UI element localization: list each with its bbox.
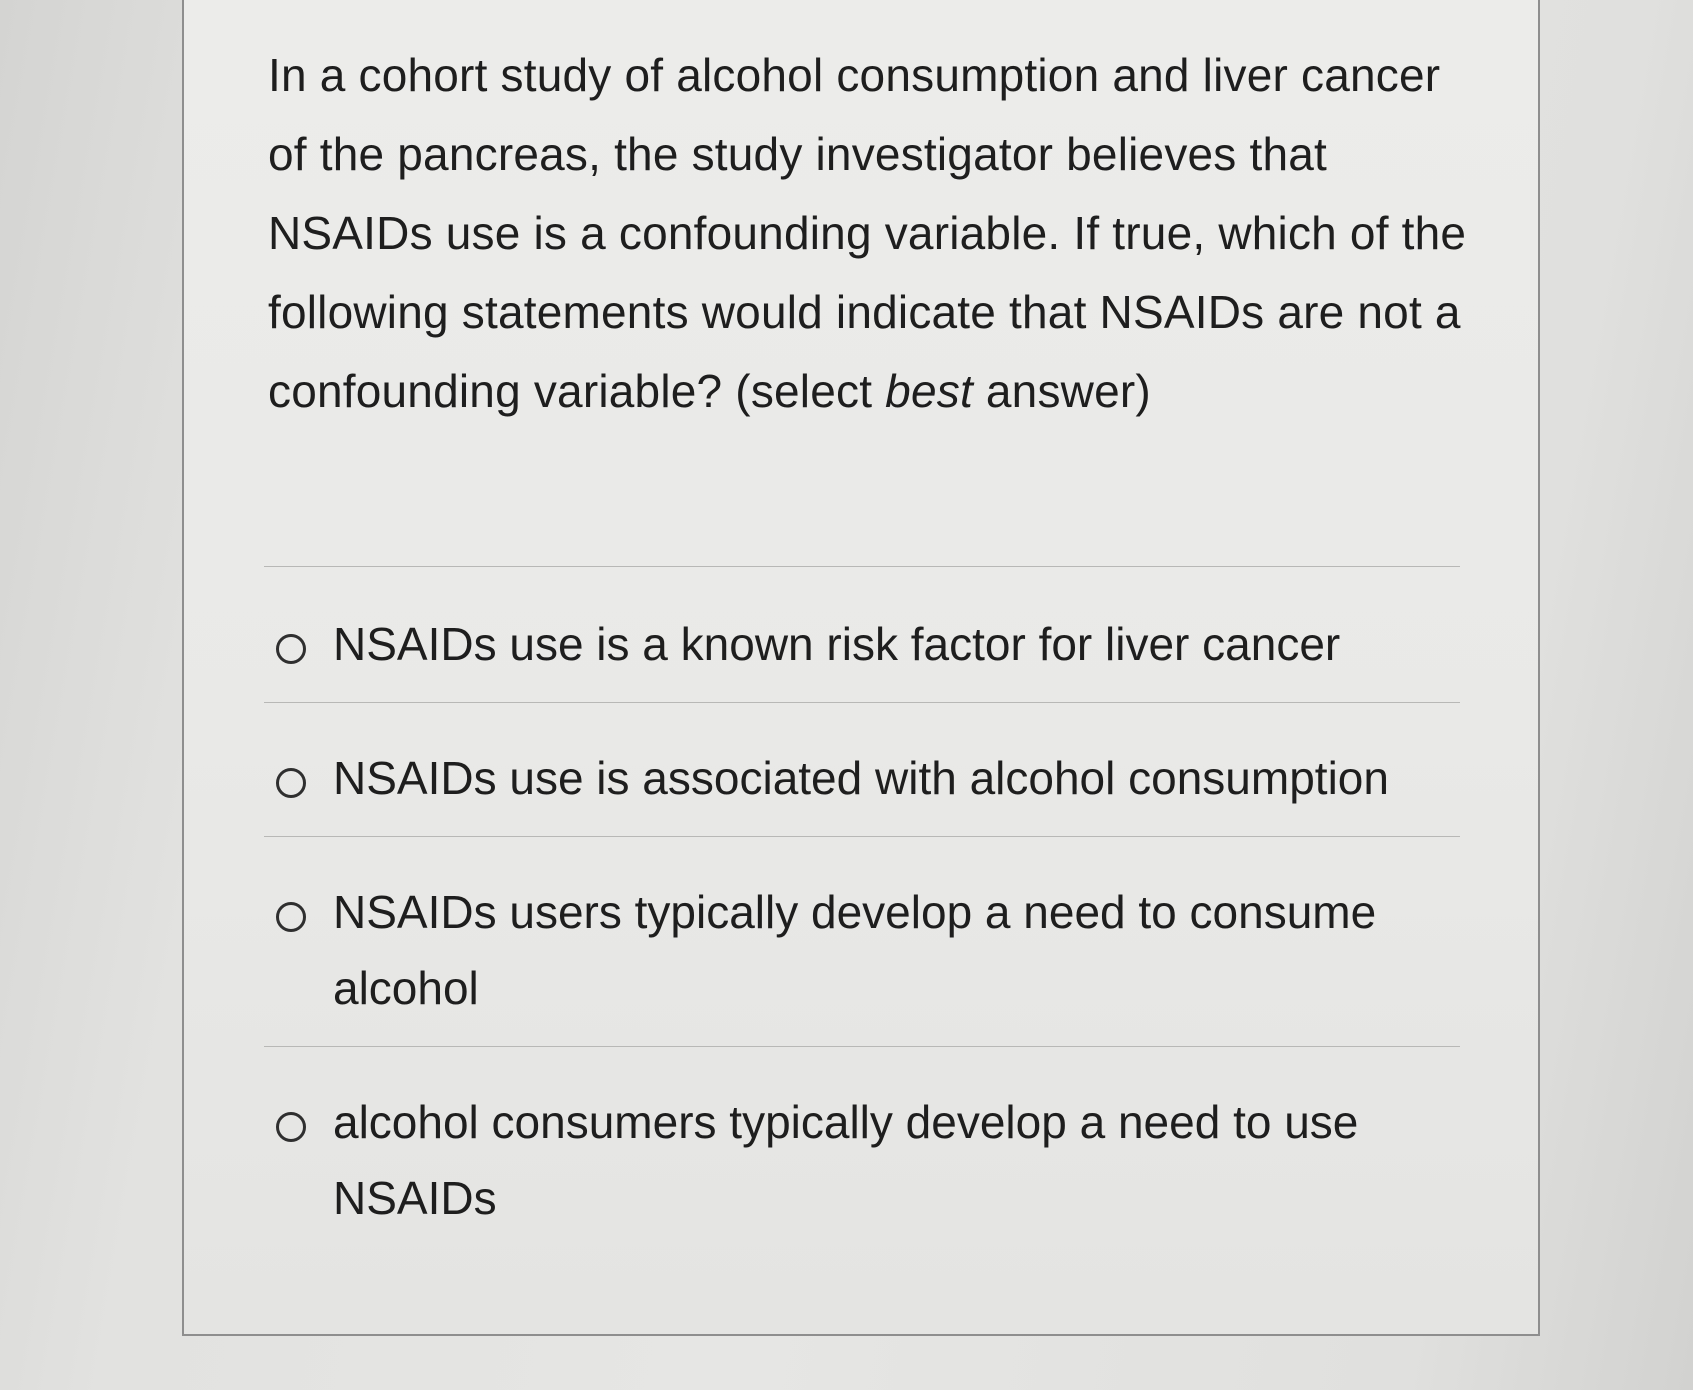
answer-option-2[interactable] [276,752,1426,816]
answer-option-3[interactable] [276,886,1426,1026]
radio-button-icon[interactable] [276,634,306,664]
question-emphasis: best [885,365,973,417]
question-text-part-2: answer) [972,365,1151,417]
question-card [182,0,1540,1336]
question-text-part-1: In a cohort study of alcohol consumption and liver cancer of the pancreas, the study investigator believes that NSAIDs use is a confounding variable. If true, which of the following statements would indicate that NSAIDs are not a confounding variable? (select [268,49,1467,417]
divider [264,702,1460,703]
answer-option-label: alcohol consumers typically develop a need to use NSAIDs [333,1096,1359,1224]
radio-button-icon[interactable] [276,902,306,932]
answer-option-4[interactable] [276,1096,1426,1236]
answer-option-1[interactable] [276,618,1426,682]
divider [264,836,1460,837]
answer-option-label: NSAIDs users typically develop a need to consume alcohol [333,886,1377,1014]
question-text [268,36,1468,431]
radio-button-icon[interactable] [276,768,306,798]
divider [264,1046,1460,1047]
answer-option-label: NSAIDs use is associated with alcohol consumption [333,752,1389,804]
divider [264,566,1460,567]
radio-button-icon[interactable] [276,1112,306,1142]
answer-option-label: NSAIDs use is a known risk factor for liver cancer [333,618,1341,670]
